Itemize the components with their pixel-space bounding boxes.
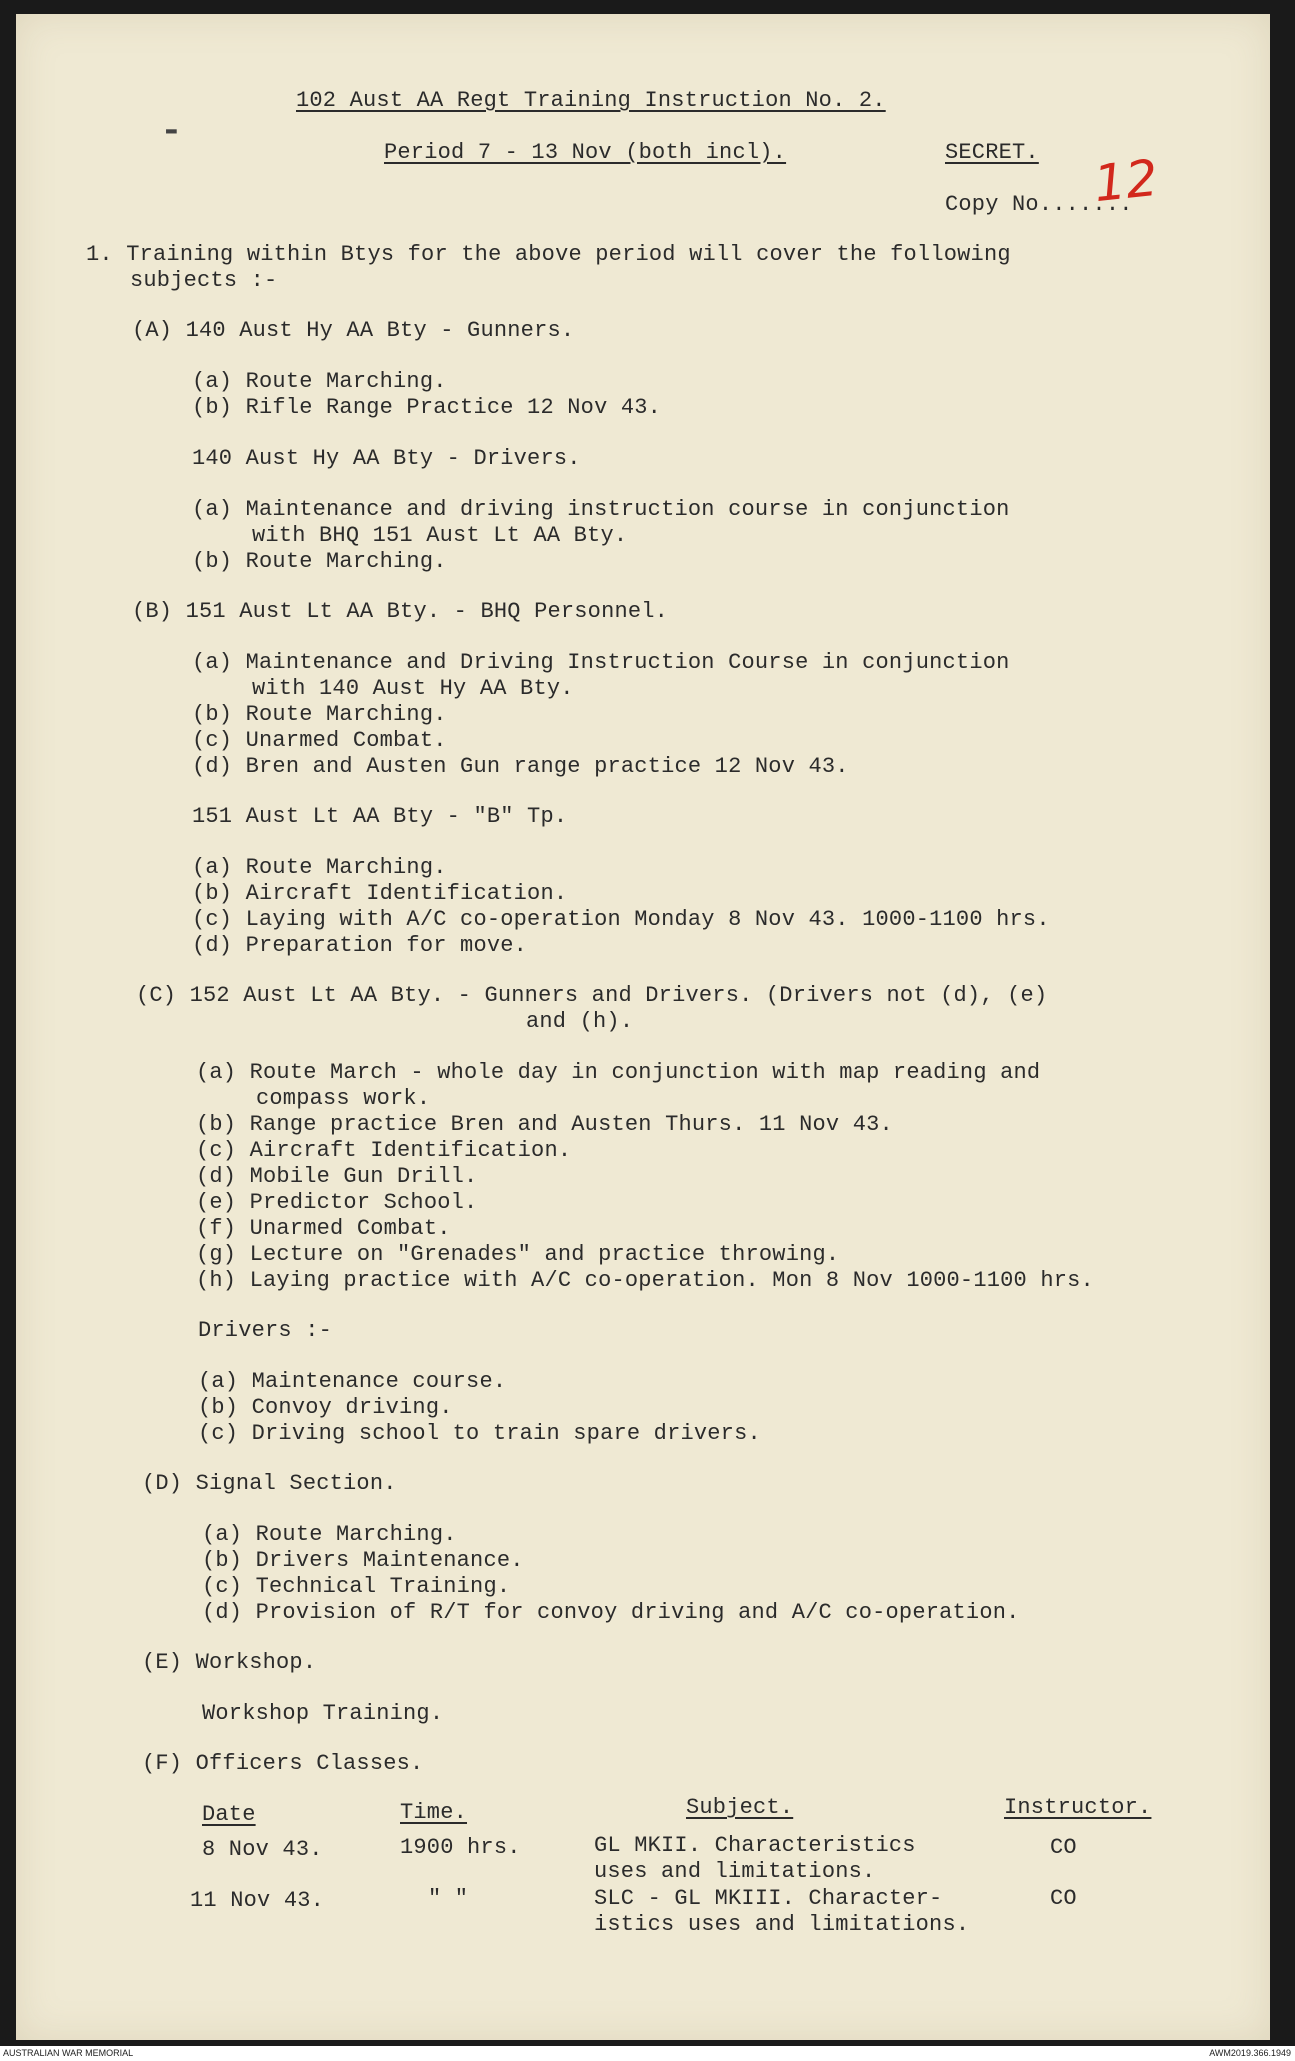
list-item: (c) Laying with A/C co-operation Monday 8 Nov 43. 1000-1100 hrs.	[192, 907, 1050, 932]
list-item: (f) Unarmed Combat.	[196, 1216, 451, 1241]
list-item: (a) Route Marching.	[202, 1522, 457, 1547]
list-item: (d) Preparation for move.	[192, 933, 528, 958]
table-header-date: Date	[202, 1802, 256, 1827]
table-header-instructor: Instructor.	[1004, 1795, 1152, 1820]
section-b-heading: (B) 151 Aust Lt AA Bty. - BHQ Personnel.	[132, 599, 669, 624]
section-e-heading: (E) Workshop.	[142, 1650, 317, 1675]
footer-right-label: AWM2019.366.1949	[1209, 2048, 1291, 2058]
list-item: (b) Aircraft Identification.	[192, 881, 568, 906]
table-cell-instructor: CO	[1050, 1886, 1077, 1911]
table-cell-subject: SLC - GL MKIII. Character-	[594, 1886, 943, 1911]
list-item: (a) Route March - whole day in conjunction with map reading and	[196, 1060, 1041, 1085]
list-item: (c) Unarmed Combat.	[192, 728, 447, 753]
table-cell-date: 11 Nov 43.	[190, 1888, 325, 1913]
list-item: (c) Driving school to train spare drivers.	[198, 1421, 761, 1446]
section-d-heading: (D) Signal Section.	[142, 1471, 397, 1496]
list-item: (b) Route Marching.	[192, 549, 447, 574]
list-item: (b) Rifle Range Practice 12 Nov 43.	[192, 395, 662, 420]
pen-mark: ▬	[166, 120, 177, 140]
list-item: (c) Aircraft Identification.	[196, 1138, 572, 1163]
list-item: (b) Convoy driving.	[198, 1395, 453, 1420]
archive-footer	[0, 2046, 1295, 2061]
list-item-continuation: compass work.	[256, 1086, 431, 1111]
list-item: (a) Maintenance and driving instruction course in conjunction	[192, 497, 1010, 522]
table-cell-date: 8 Nov 43.	[202, 1837, 323, 1862]
table-cell-time: " "	[428, 1886, 469, 1911]
list-item: (d) Provision of R/T for convoy driving and A/C co-operation.	[202, 1600, 1020, 1625]
section-e-text: Workshop Training.	[202, 1701, 444, 1726]
list-item: (c) Technical Training.	[202, 1574, 511, 1599]
handwritten-copy-number: 12	[1091, 148, 1161, 214]
list-item: (b) Drivers Maintenance.	[202, 1548, 524, 1573]
section-c-subheading: Drivers :-	[198, 1318, 333, 1343]
section-b-subheading: 151 Aust Lt AA Bty - "B" Tp.	[192, 804, 568, 829]
table-cell-subject-continuation: istics uses and limitations.	[594, 1912, 970, 1937]
list-item: (a) Maintenance course.	[198, 1369, 507, 1394]
section-c-heading: (C) 152 Aust Lt AA Bty. - Gunners and Drivers. (Drivers not (d), (e)	[136, 983, 1048, 1008]
section-c-heading-continuation: and (h).	[526, 1009, 634, 1034]
section-a-subheading: 140 Aust Hy AA Bty - Drivers.	[192, 446, 581, 471]
list-item-continuation: with 140 Aust Hy AA Bty.	[252, 676, 574, 701]
table-header-time: Time.	[400, 1800, 468, 1825]
table-cell-subject-continuation: uses and limitations.	[594, 1859, 876, 1884]
period-line: Period 7 - 13 Nov (both incl).	[384, 140, 787, 165]
list-item: (e) Predictor School.	[196, 1190, 478, 1215]
copy-number-label: Copy No.......	[945, 192, 1133, 217]
list-item: (d) Bren and Austen Gun range practice 12 Nov 43.	[192, 754, 849, 779]
classification-marking: SECRET.	[945, 140, 1039, 165]
table-cell-time: 1900 hrs.	[400, 1835, 521, 1860]
list-item: (h) Laying practice with A/C co-operation. Mon 8 Nov 1000-1100 hrs.	[196, 1268, 1094, 1293]
table-header-subject: Subject.	[686, 1795, 794, 1820]
list-item: (a) Route Marching.	[192, 855, 447, 880]
list-item: (d) Mobile Gun Drill.	[196, 1164, 478, 1189]
list-item: (g) Lecture on "Grenades" and practice throwing.	[196, 1242, 840, 1267]
table-cell-instructor: CO	[1050, 1835, 1077, 1860]
table-cell-subject: GL MKII. Characteristics	[594, 1833, 916, 1858]
list-item-continuation: with BHQ 151 Aust Lt AA Bty.	[252, 523, 628, 548]
list-item: (a) Maintenance and Driving Instruction Course in conjunction	[192, 650, 1010, 675]
document-page	[16, 14, 1270, 2040]
document-title: 102 Aust AA Regt Training Instruction No. 2.	[296, 88, 886, 113]
section-f-heading: (F) Officers Classes.	[142, 1751, 424, 1776]
list-item: (b) Route Marching.	[192, 702, 447, 727]
section-a-heading: (A) 140 Aust Hy AA Bty - Gunners.	[132, 318, 575, 343]
footer-left-label: AUSTRALIAN WAR MEMORIAL	[3, 2048, 134, 2058]
para-1-line-1: 1. Training within Btys for the above period will cover the following	[86, 242, 1011, 267]
list-item: (b) Range practice Bren and Austen Thurs. 11 Nov 43.	[196, 1112, 893, 1137]
list-item: (a) Route Marching.	[192, 369, 447, 394]
para-1-line-2: subjects :-	[130, 268, 278, 293]
